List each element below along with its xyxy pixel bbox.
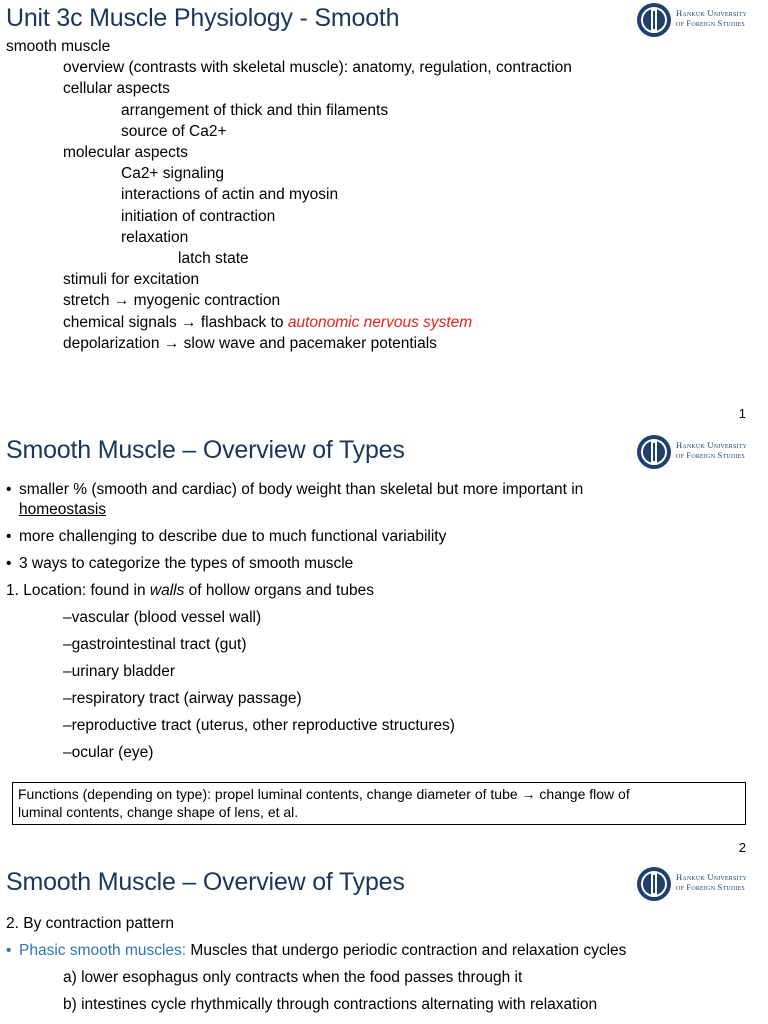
highlight-text: autonomic nervous system — [287, 313, 473, 331]
logo-emblem-icon — [636, 2, 672, 38]
outline-line: smooth muscle — [6, 38, 111, 55]
sub-item: –gastrointestinal tract (gut) — [63, 636, 247, 653]
outline-line: source of Ca2+ — [121, 122, 227, 140]
outline-line: initiation of contraction — [121, 207, 276, 225]
sub-item: –urinary bladder — [63, 663, 176, 680]
bullet-item: • Phasic smooth muscles: Muscles that undergo periodic contraction and relaxation cycles — [6, 942, 627, 959]
outline-line: arrangement of thick and thin filaments — [121, 101, 389, 119]
bullet-item: • 3 ways to categorize the types of smooth muscle — [6, 555, 354, 572]
slide-1 — [0, 0, 768, 430]
university-logo — [636, 2, 760, 38]
logo-emblem-icon — [636, 434, 672, 470]
slide-title: Smooth Muscle – Overview of Types — [6, 436, 405, 464]
sub-item: –reproductive tract (uterus, other reproductive structures) — [63, 717, 455, 734]
outline-line: cellular aspects — [63, 80, 170, 98]
outline-line: relaxation — [121, 228, 189, 246]
numbered-item: 2. By contraction pattern — [6, 915, 175, 932]
university-logo — [636, 434, 760, 470]
slide-title: Unit 3c Muscle Physiology - Smooth — [6, 4, 400, 32]
outline-line: overview (contrasts with skeletal muscle): anatomy, regulation, contraction — [63, 59, 572, 77]
sub-item: –ocular (eye) — [63, 744, 154, 761]
slide-body — [6, 914, 626, 1015]
sub-item: a) lower esophagus only contracts when the food passes through it — [63, 969, 523, 986]
sub-item: b) intestines cycle rhythmically through contractions alternating with relaxation — [63, 996, 598, 1013]
slide-3 — [0, 864, 768, 1024]
university-logo — [636, 866, 760, 902]
bullet-item: • smaller % (smooth and cardiac) of body weight than skeletal but more important in — [6, 481, 584, 498]
page-number: 1 — [738, 406, 746, 421]
functions-box: Functions (depending on type): propel luminal contents, change diameter of tube → change flow of luminal contents, change shape of lens, et al. — [12, 782, 746, 825]
outline-list — [6, 36, 572, 354]
outline-line: chemical signals → flashback to autonomic nervous system — [63, 313, 473, 331]
outline-line: interactions of actin and myosin — [121, 186, 339, 204]
sub-item: –respiratory tract (airway passage) — [63, 690, 302, 707]
outline-line: latch state — [178, 250, 249, 268]
bullet-continuation: homeostasis — [19, 501, 107, 518]
slide-body — [6, 480, 583, 770]
logo-text: Hankuk University of Foreign Studies — [676, 440, 748, 460]
numbered-item: 1. Location: found in walls of hollow organs and tubes — [6, 582, 374, 599]
slide-2 — [0, 432, 768, 860]
outline-line: stimuli for excitation — [63, 271, 200, 289]
slide-title: Smooth Muscle – Overview of Types — [6, 868, 405, 896]
bullet-item: • more challenging to describe due to much functional variability — [6, 528, 447, 545]
logo-emblem-icon — [636, 866, 672, 902]
sub-list — [6, 608, 583, 763]
logo-text: Hankuk University of Foreign Studies — [676, 8, 748, 28]
outline-line: molecular aspects — [63, 144, 188, 162]
sub-item: –vascular (blood vessel wall) — [63, 609, 262, 626]
outline-line: Ca2+ signaling — [121, 165, 224, 183]
outline-line: depolarization → slow wave and pacemaker potentials — [63, 334, 437, 352]
page-number: 2 — [738, 840, 746, 855]
logo-text: Hankuk University of Foreign Studies — [676, 872, 748, 892]
outline-line: stretch → myogenic contraction — [63, 292, 281, 310]
